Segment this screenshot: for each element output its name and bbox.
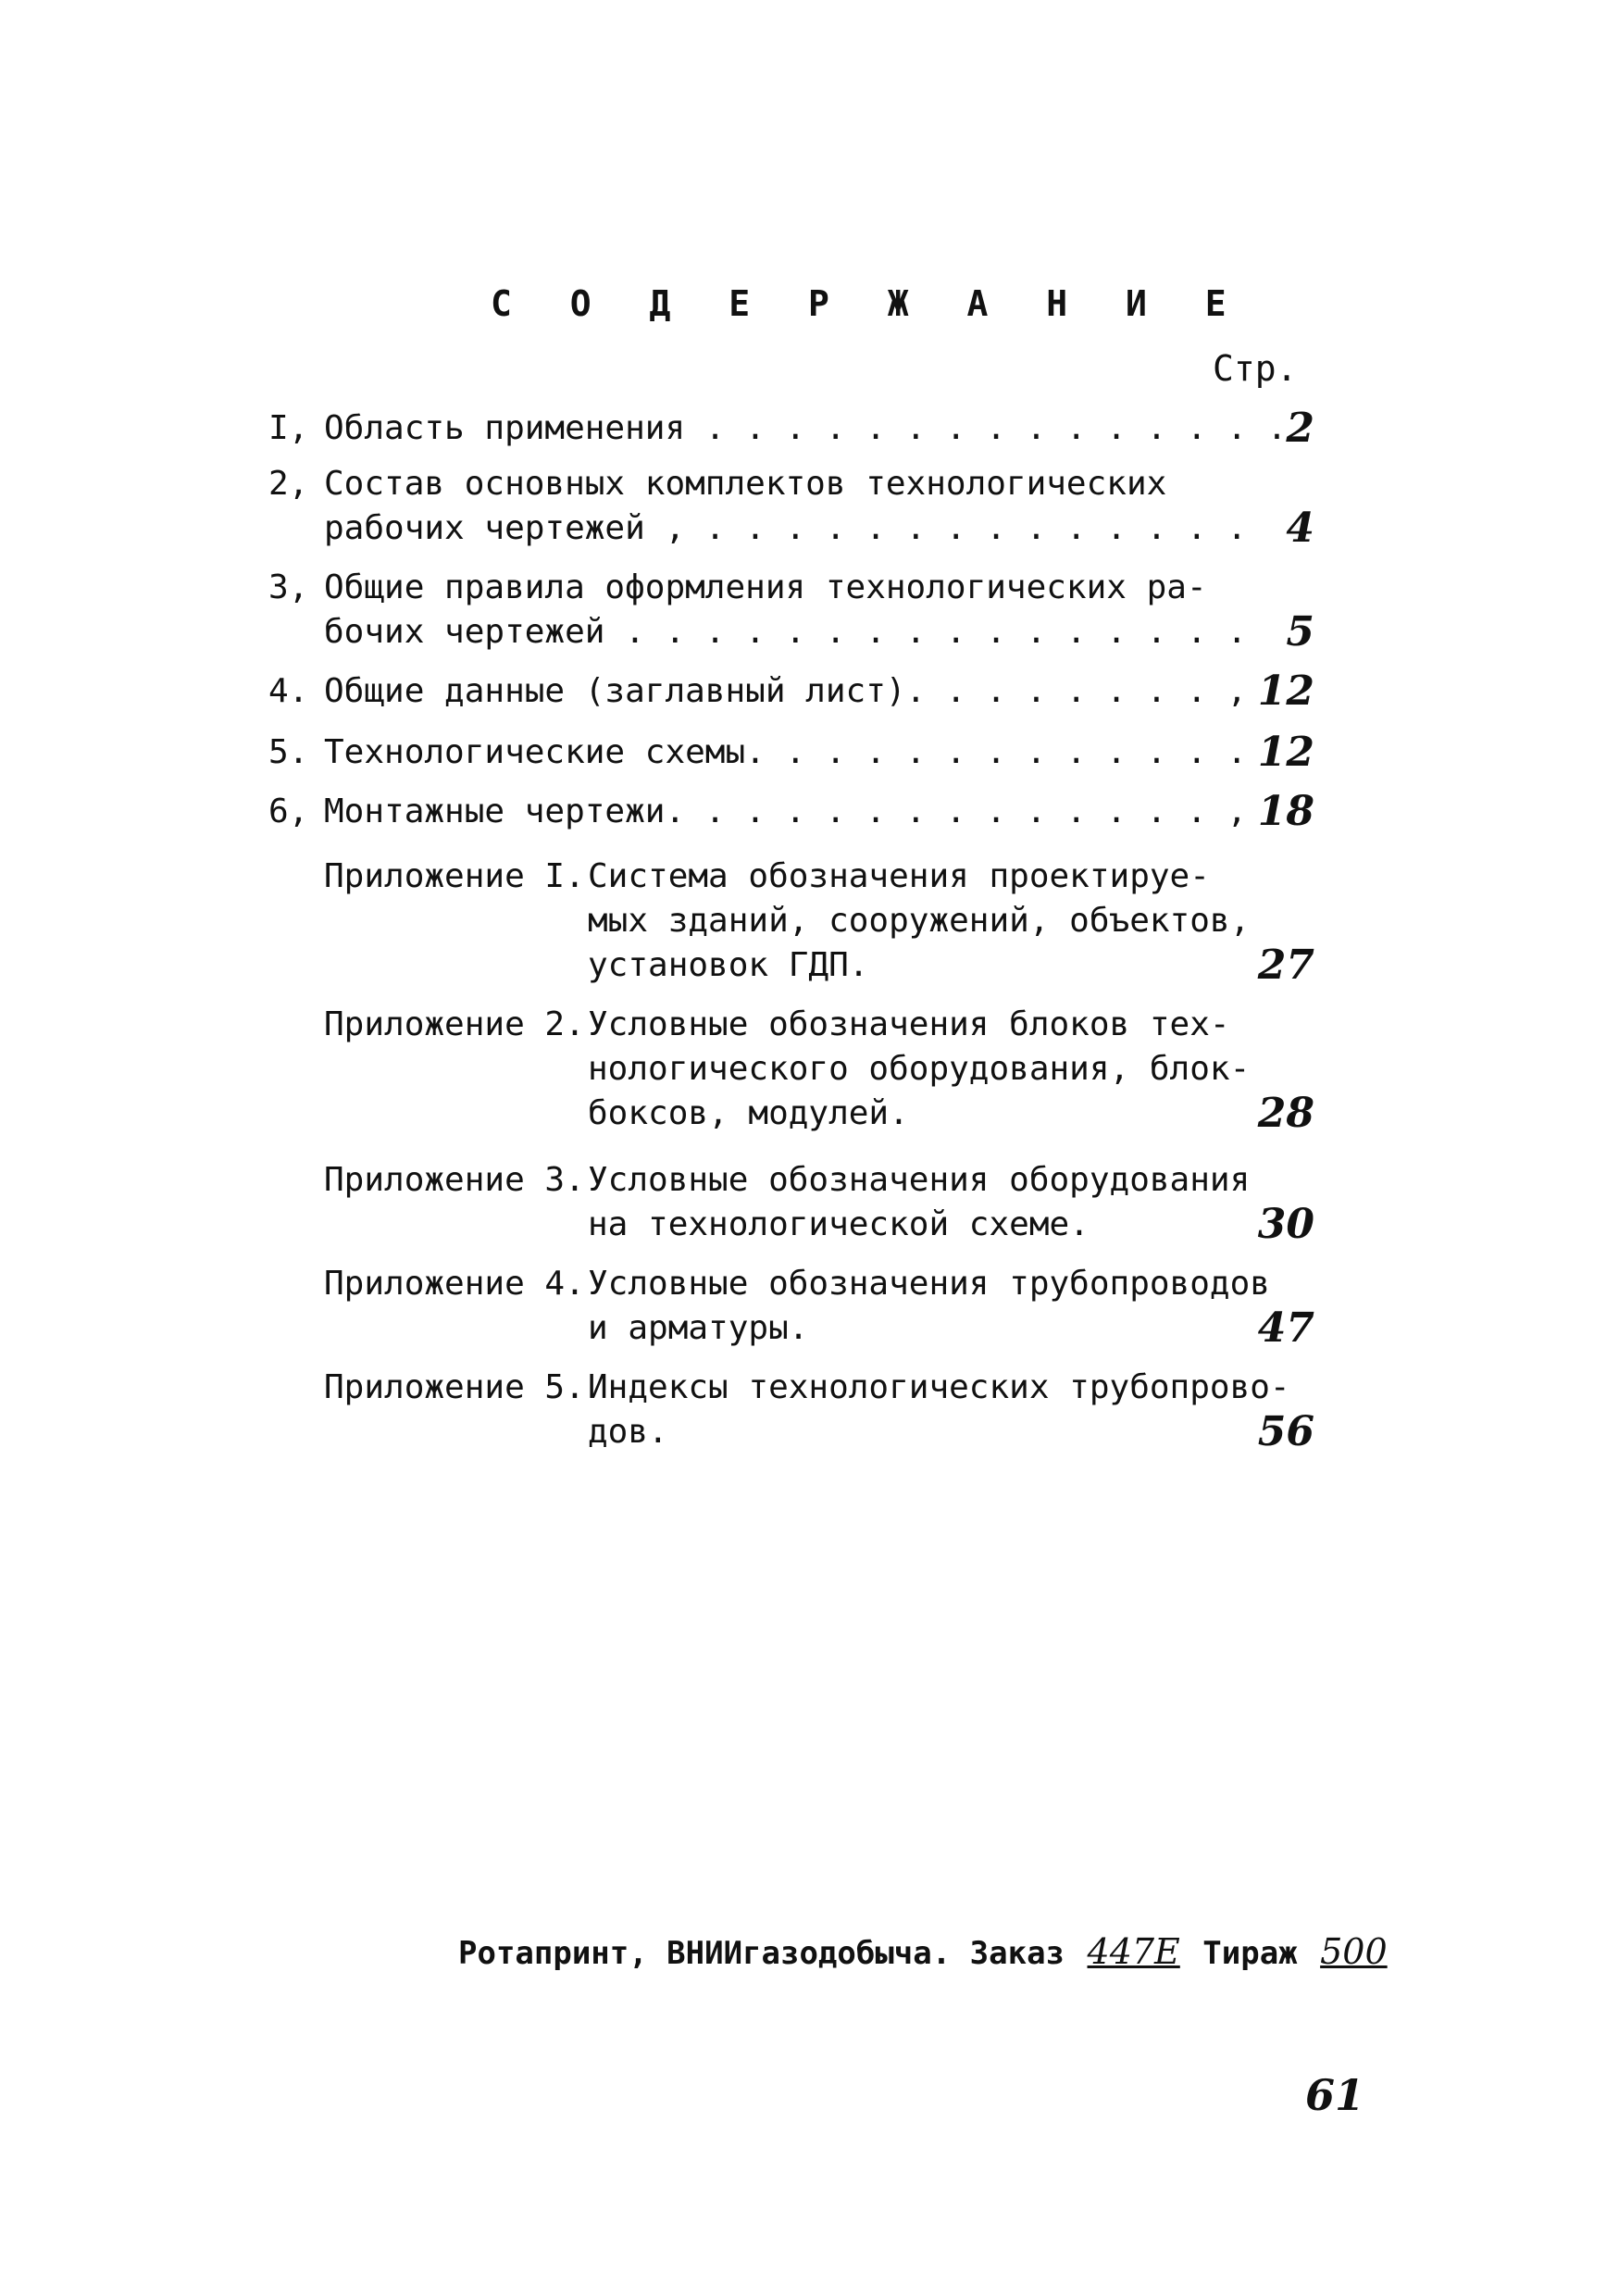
appendix-page: 27 xyxy=(1257,942,1314,989)
toc-entry-line: бочих чертежей . . . . . . . . . . . . . . . . xyxy=(324,613,1247,651)
appendix-line: Система обозначения проектируе- xyxy=(588,857,1210,895)
circulation-label: Тираж xyxy=(1202,1935,1298,1972)
page-number: 61 xyxy=(1305,2070,1365,2120)
page-title: С О Д Е Р Ж А Н И Е xyxy=(491,283,1245,324)
toc-entry-number: 3, xyxy=(268,568,309,606)
appendix-page: 30 xyxy=(1257,1201,1314,1248)
toc-entry-page: 18 xyxy=(1257,788,1314,835)
appendix-line: мых зданий, сооружений, объектов, xyxy=(588,902,1251,940)
toc-entry-page: 12 xyxy=(1257,668,1314,715)
toc-entry-page: 5 xyxy=(1286,608,1314,655)
toc-entry-page: 2 xyxy=(1286,405,1314,452)
appendix-line: Индексы технологических трубопрово- xyxy=(588,1368,1290,1406)
appendix-line: Условные обозначения трубопроводов xyxy=(588,1265,1270,1303)
toc-entry-number: 2, xyxy=(268,465,309,503)
appendix-line: Условные обозначения оборудования xyxy=(588,1161,1251,1199)
order-number: 447Е xyxy=(1087,1931,1180,1972)
toc-entry-number: I, xyxy=(268,409,309,447)
toc-entry-line: Общие данные (заглавный лист). . . . . . . . , xyxy=(324,672,1247,710)
toc-entry-page: 12 xyxy=(1257,729,1314,776)
toc-entry-line: Монтажные чертежи. . . . . . . . . . . . . . , xyxy=(324,792,1247,830)
toc-entry-line: рабочих чертежей , . . . . . . . . . . . . . . xyxy=(324,509,1247,547)
appendix-line: Условные обозначения блоков тех- xyxy=(588,1005,1230,1043)
toc-entry-line: Состав основных комплектов технологических xyxy=(324,465,1167,503)
printer-imprint xyxy=(458,1930,1391,1975)
toc-entry-number: 5. xyxy=(268,733,309,771)
imprint-prefix: Ротапринт, ВНИИгазодобыча. Заказ xyxy=(458,1935,1065,1972)
toc-entry-page: 4 xyxy=(1286,505,1314,552)
appendix-label: Приложение I. xyxy=(324,857,585,895)
appendix-page: 56 xyxy=(1257,1408,1314,1455)
toc-entry-number: 4. xyxy=(268,672,309,710)
appendix-page: 28 xyxy=(1257,1090,1314,1137)
page-column-label: Стр. xyxy=(1213,348,1298,389)
appendix-line: на технологической схеме. xyxy=(588,1205,1090,1243)
appendix-line: установок ГДП. xyxy=(588,946,869,984)
circulation-value: 500 xyxy=(1320,1931,1388,1972)
appendix-line: и арматуры. xyxy=(588,1309,809,1347)
toc-entry-line: Область применения . . . . . . . . . . . . . . . xyxy=(324,409,1288,447)
toc-entry-number: 6, xyxy=(268,792,309,830)
appendix-label: Приложение 2. xyxy=(324,1005,585,1043)
appendix-label: Приложение 5. xyxy=(324,1368,585,1406)
appendix-line: нологического оборудования, блок- xyxy=(588,1050,1251,1088)
appendix-page: 47 xyxy=(1257,1304,1314,1352)
toc-entry-line: Общие правила оформления технологических ра- xyxy=(324,568,1207,606)
appendix-line: дов. xyxy=(588,1413,668,1451)
appendix-label: Приложение 3. xyxy=(324,1161,585,1199)
toc-entry-line: Технологические схемы. . . . . . . . . . . . . xyxy=(324,733,1247,771)
appendix-label: Приложение 4. xyxy=(324,1265,585,1303)
appendix-line: боксов, модулей. xyxy=(588,1094,909,1132)
